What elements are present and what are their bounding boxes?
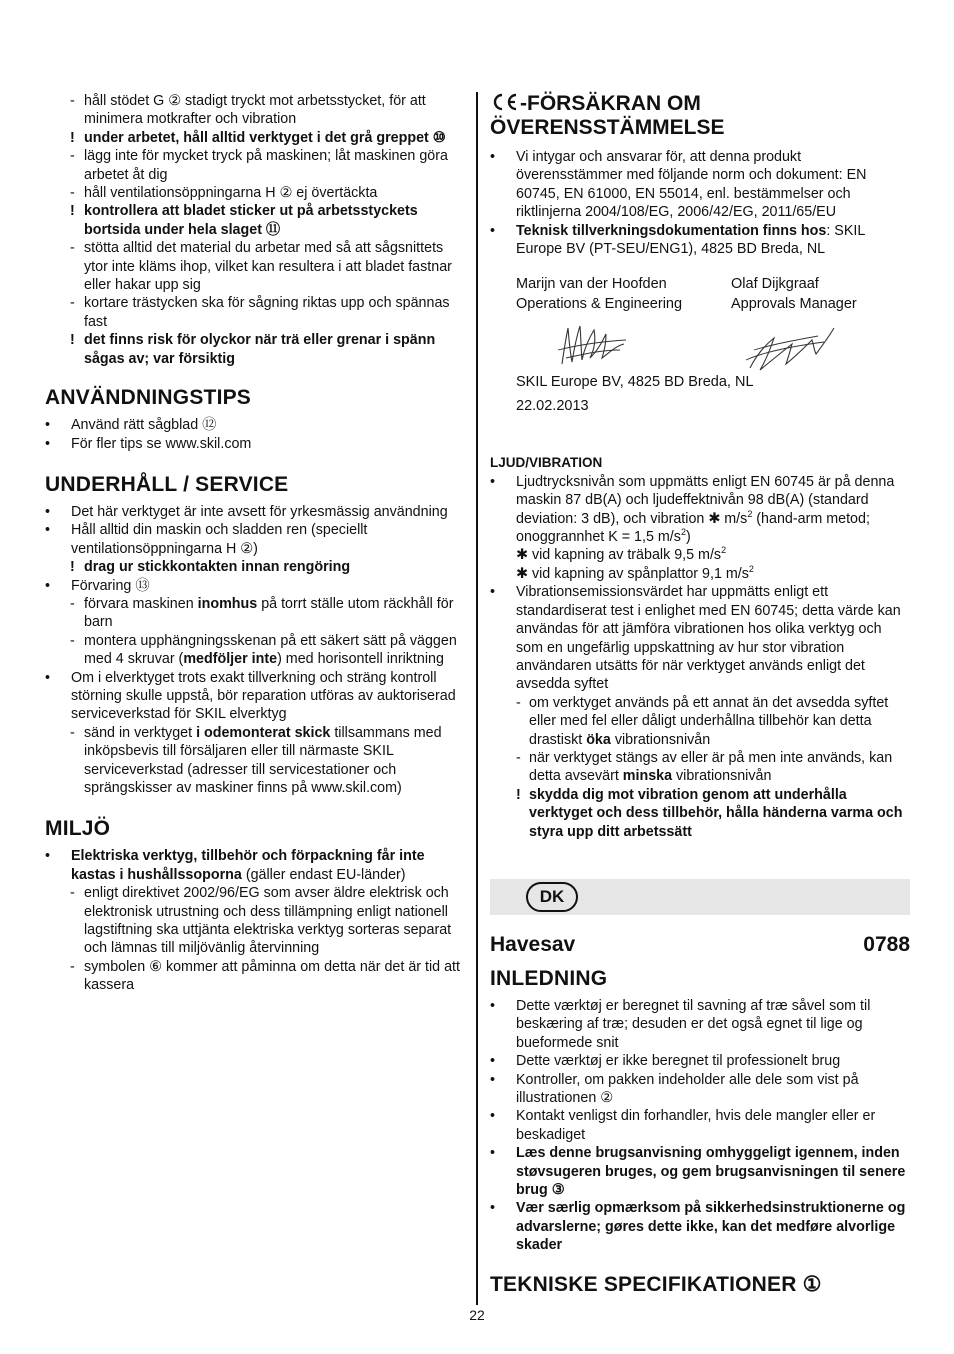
safety-list [45,92,463,368]
sub-item: - montera upphängningsskenan på ett säkert sätt på väggen med 4 skruvar (medföljer inte) med horisontell inriktning [70,632,457,668]
language-bar [490,879,910,915]
list-item: • Förvaring ⑬ [45,577,150,594]
list-item: • Dette værktøj er ikke beregnet til professionelt brug [490,1053,841,1070]
list-item: • För fler tips se www.skil.com [45,435,252,452]
signature-1-image [554,320,634,370]
sub-item: - sänd in verktyget i odemonterat skick tillsammans med inköpsbevis till försäljaren eller till närmaste SKIL serviceverkstad (adresser till servicestationer och sprängskisser av maskiner finns på www.skil.com) [70,724,442,796]
product-code: 0788 [863,932,910,956]
list-item: • Ljudtrycksnivån som uppmätts enligt EN 60745 är på denna maskin 87 dB(A) och ljudeffektnivån 98 dB(A) (standard deviation: 3 dB), och vibration ✱ $m/s^2$ (hand-arm metod; onoggrannhet K = 1,5 $m/s^2$) [490,473,895,546]
list-item: • Kontakt venligst din forhandler, hvis dele mangler eller er beskadiget [490,1108,876,1143]
sub-item: - enligt direktivet 2002/96/EG som avser äldre elektrisk och elektronisk utrustning och dess tillämpning enligt nationell lagstiftning ska uttjänta elektriska verktyg sorteras separat och lämnas till miljövänlig återvinning [70,885,452,957]
product-name: Havesav [490,932,576,956]
signatory-1: Marijn van der Hoofden Operations & Engineering [516,276,683,313]
sub-item: - lägg inte för mycket tryck på maskinen; låt maskinen göra arbetet åt dig [70,148,448,183]
list-item: • Vær særlig opmærksom på sikkerhedsinstruktionerne og advarslerne; gøres dette ikke, kan det medføre alvorlige skader [490,1200,906,1254]
sub-item: - förvara maskinen inomhus på torrt ställe utom räckhåll för barn [70,595,454,631]
list-item: • Vibrationsemissionsvärdet har uppmätts enligt ett standardiserat test i enlighet med EN 60745; detta värde kan användas för att jämföra vibrationen hos olika verktyg och som en ungefärlig uppskattning av hur stor vibration användaren utsätts för när verktyget används enligt det avsedda syftet [490,584,901,693]
intro-list [490,997,910,1255]
list-item: • Håll alltid din maskin och sladden ren (speciellt ventilationsöppningarna H ②) [45,522,368,557]
language-badge: DK [526,882,578,912]
list-item: • Teknisk tillverkningsdokumentation finns hos: SKIL Europe BV (PT-SEU/ENG1), 4825 BD Breda, NL [490,222,865,258]
list-item: • Kontroller, om pakken indeholder alle dele som vist på illustrationen ② [490,1071,859,1106]
sub-item: - symbolen ⑥ kommer att påminna om detta när det är tid att kassera [70,958,460,994]
signature-block: Marijn van der Hoofden Operations & Engineering Olaf Dijkgraaf Approvals Manager SKIL Europe BV, 4825 BD Breda, NL 22.02.2013 [516,276,857,415]
intro-heading: INLEDNING [490,966,608,990]
signature-2-image [744,320,839,375]
sub-item: - stötta alltid det material du arbetar med så att sågsnittets ytor inte kläms ihop, vilket kan resultera i att bladet fastnar eller hakar upp sig [70,240,452,294]
service-heading: UNDERHÅLL / SERVICE [45,472,289,496]
tips-list [45,416,463,453]
vibration-value: ✱ vid kapning av träbalk 9,5 $m/s^2$ [516,545,727,564]
product-header [490,933,910,957]
left-column [45,92,463,995]
list-item: • Om i elverktyget trots exakt tillverkning och sträng kontroll störning skulle uppstå, bör reparation utföras av auktoriserad serviceverkstad för SKIL elverktyg [45,669,456,723]
environment-heading: MILJÖ [45,817,111,841]
warning-item: ! kontrollera att bladet sticker ut på arbetsstyckets bortsida under hela slaget ⑪ [70,203,418,238]
spec-heading: TEKNISKE SPECIFIKATIONER ① [490,1272,822,1296]
sub-item: - kortare trästycken ska för sågning riktas upp och spännas fast [70,295,450,330]
column-divider [476,92,478,1305]
list-item: • Det här verktyget är inte avsett för yrkesmässig användning [45,503,448,520]
warning-item: ! skydda dig mot vibration genom att underhålla verktyget och dess tillbehör, hålla händerna varma och styra upp ditt arbetssätt [516,786,903,840]
sub-item: - om verktyget används på ett annat än det avsedda syftet eller med fel eller dåligt underhållna tillbehör kan detta drastiskt öka vibrationsnivån [516,694,889,748]
list-item: • Elektriska verktyg, tillbehör och förpackning får inte kastas i hushållssoporna (gäller endast EU-länder) [45,848,425,883]
list-item: • Dette værktøj er beregnet til savning af træ såvel som til beskæring af træ; desuden er det også egnet til lige og bueformede snit [490,997,871,1051]
ce-mark-icon [490,92,520,112]
right-column [490,92,910,1297]
sub-item: - håll stödet G ② stadigt tryckt mot arbetsstycket, för att minimera motkrafter och vibration [70,93,426,128]
page-number: 22 [469,1307,485,1323]
list-item: • Vi intygar och ansvarar för, att denna produkt överensstämmer med följande norm och dokument: EN 60745, EN 61000, EN 55014, enl. bestämmelser och riktlinjerna 2004/108/EG, 2006/42/EG, 2011/65/EU [490,149,867,221]
noise-vibration-heading: LJUD/VIBRATION [490,455,603,471]
list-item: • Læs denne brugsanvisning omhyggeligt igennem, inden støvsugeren bruges, og gem brugsanvisningen til senere brug ③ [490,1145,906,1199]
signatory-2: Olaf Dijkgraaf Approvals Manager [731,276,857,313]
vibration-value: ✱ vid kapning av spånplattor 9,1 $m/s^2$ [516,564,754,582]
warning-item: ! det finns risk för olyckor när trä eller grenar i spänn sågas av; var försiktig [70,332,436,367]
warning-item: ! drag ur stickkontakten innan rengöring [70,559,351,576]
environment-list [45,847,463,994]
service-list [45,503,463,798]
sub-item: - när verktyget stängs av eller är på men inte används, kan detta avsevärt minska vibrationsnivån [516,749,893,785]
sub-item: - håll ventilationsöppningarna H ② ej övertäckta [70,185,378,202]
list-item: • Använd rätt sågblad ⑫ [45,417,217,434]
declaration-heading: -FÖRSÄKRAN OM ÖVERENSSTÄMMELSE [490,92,725,139]
tips-heading: ANVÄNDNINGSTIPS [45,386,252,410]
warning-item: ! under arbetet, håll alltid verktyget i det grå greppet ⑩ [70,129,446,146]
